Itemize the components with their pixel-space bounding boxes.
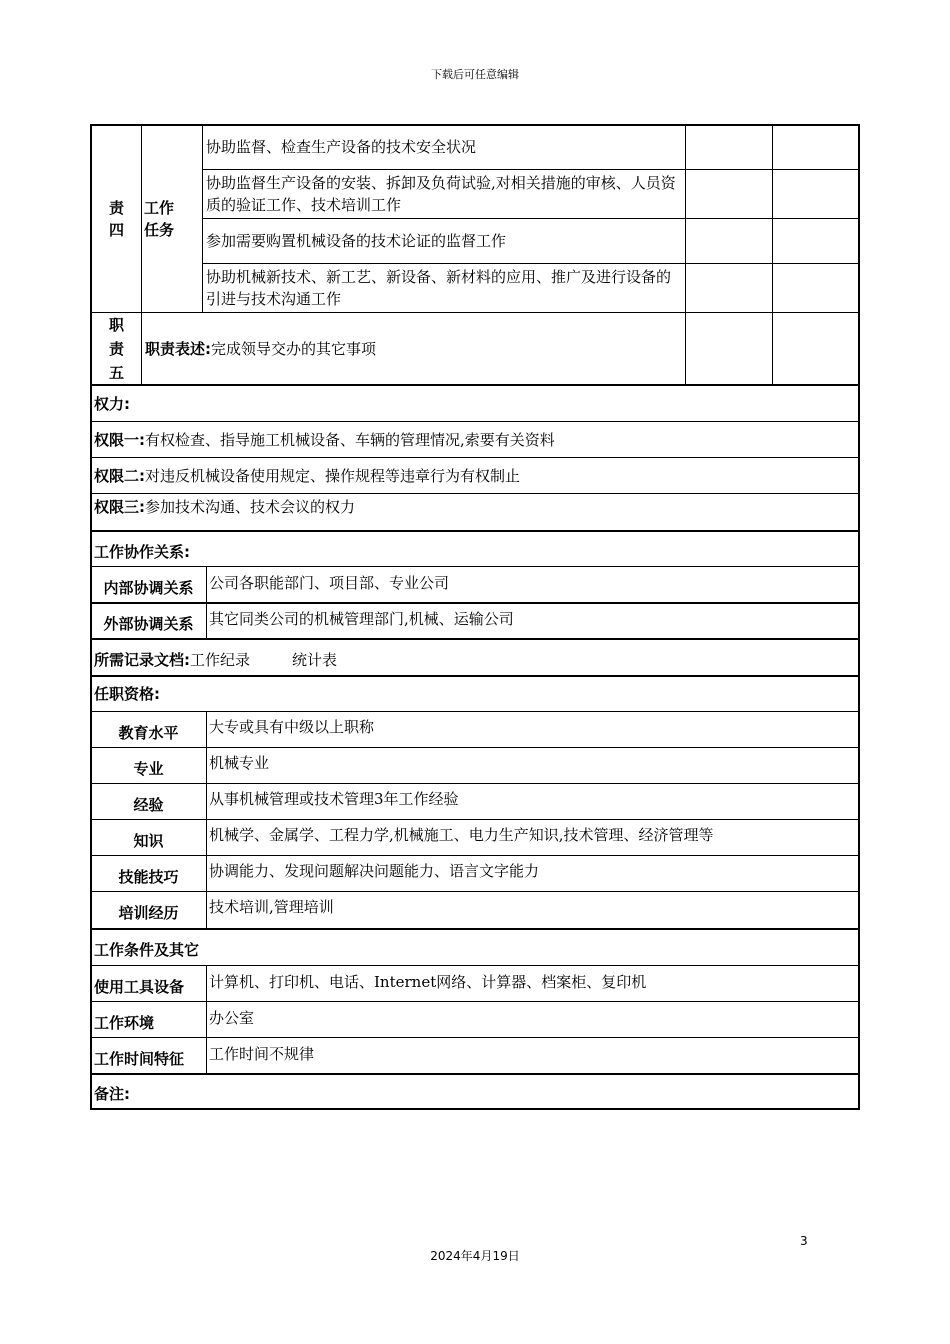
qual-text: 机械专业 xyxy=(209,754,270,772)
cond-text: 计算机、打印机、电话、Internet网络、计算器、档案柜、复印机 xyxy=(209,973,647,991)
table-border xyxy=(141,125,142,385)
cond-label: 工作时间特征 xyxy=(94,1050,185,1068)
duty5-desc-text: 完成领导交办的其它事项 xyxy=(211,339,377,358)
table-border xyxy=(685,125,686,385)
coop-text: 其它同类公司的机械管理部门,机械、运输公司 xyxy=(209,610,514,628)
authority-item xyxy=(91,494,858,530)
coop-text: 公司各职能部门、项目部、专业公司 xyxy=(209,573,450,592)
table-border xyxy=(90,1108,860,1110)
qual-label: 知识 xyxy=(133,832,164,850)
qual-label: 培训经历 xyxy=(118,904,179,922)
qual-label: 技能技巧 xyxy=(118,868,179,886)
authority-label: 权限三: xyxy=(94,498,145,516)
page-number: 3 xyxy=(800,1234,808,1248)
duty5-label-char: 职 xyxy=(108,315,124,334)
table-border xyxy=(858,124,860,1110)
duty5-description xyxy=(142,312,685,385)
table-border xyxy=(91,312,859,313)
task-item: 协助监督生产设备的安装、拆卸及负荷试验,对相关措施的审核、人员资质的验证工作、技术培训工作 xyxy=(206,173,676,214)
task-item: 协助机械新技术、新工艺、新设备、新材料的应用、推广及进行设备的引进与技术沟通工作 xyxy=(206,267,672,308)
table-border xyxy=(206,567,207,638)
authority-text: 参加技术沟通、技术会议的权力 xyxy=(145,498,356,516)
table-border xyxy=(203,263,859,264)
qual-text: 大专或具有中级以上职称 xyxy=(209,718,375,736)
authority-title: 权力: xyxy=(94,394,130,413)
authority-label: 权限二: xyxy=(94,466,145,485)
conditions-title: 工作条件及其它 xyxy=(94,940,200,959)
remarks-label: 备注: xyxy=(94,1085,130,1103)
table-border xyxy=(203,218,859,219)
authority-label: 权限一: xyxy=(94,430,145,449)
records-label: 所需记录文档: xyxy=(94,650,190,669)
qual-text: 机械学、金属学、工程力学,机械施工、电力生产知识,技术管理、经济管理等 xyxy=(209,826,714,844)
work-task-label-text: 工作任务 xyxy=(144,198,175,239)
qual-text: 从事机械管理或技术管理3年工作经验 xyxy=(209,790,459,808)
table-border xyxy=(90,124,860,126)
duty5-label xyxy=(91,312,142,385)
duty5-label-char: 五 xyxy=(108,363,124,382)
duty4-label-char: 责 xyxy=(108,198,124,217)
table-border xyxy=(772,125,773,385)
table-border xyxy=(206,712,207,928)
cond-label: 工作环境 xyxy=(94,1014,155,1032)
footer-date: 2024年4月19日 xyxy=(430,1249,520,1263)
authority-item xyxy=(91,422,858,457)
coop-label: 外部协调关系 xyxy=(103,615,194,633)
task-item: 参加需要购置机械设备的技术论证的监督工作 xyxy=(206,231,507,250)
authority-item xyxy=(91,458,858,493)
work-task-label xyxy=(142,125,203,312)
qual-label: 教育水平 xyxy=(118,724,179,742)
table-border xyxy=(203,169,859,170)
duty5-desc-label: 职责表述: xyxy=(145,339,211,358)
cond-text: 工作时间不规律 xyxy=(209,1045,315,1063)
qual-label: 经验 xyxy=(133,796,164,814)
cond-label: 使用工具设备 xyxy=(94,978,185,996)
authority-text: 有权检查、指导施工机械设备、车辆的管理情况,索要有关资料 xyxy=(145,430,555,449)
qual-label: 专业 xyxy=(133,760,164,778)
duty5-label-char: 责 xyxy=(108,339,124,358)
table-border xyxy=(206,966,207,1073)
cond-text: 办公室 xyxy=(209,1009,255,1027)
page-header: 下载后可任意编辑 xyxy=(431,68,519,81)
duty4-label xyxy=(91,125,142,312)
authority-text: 对违反机械设备使用规定、操作规程等违章行为有权制止 xyxy=(145,466,521,485)
qual-text: 协调能力、发现问题解决问题能力、语言文字能力 xyxy=(209,862,540,880)
qualification-title: 任职资格: xyxy=(94,685,160,703)
coop-label: 内部协调关系 xyxy=(103,578,194,597)
records-item: 工作纪录 xyxy=(190,650,251,669)
records-item: 统计表 xyxy=(292,650,338,669)
duty4-label-char: 四 xyxy=(108,220,124,239)
records-row xyxy=(91,640,858,675)
cooperation-title: 工作协作关系: xyxy=(94,543,190,561)
qual-text: 技术培训,管理培训 xyxy=(209,898,334,916)
task-item: 协助监督、检查生产设备的技术安全状况 xyxy=(206,138,477,156)
